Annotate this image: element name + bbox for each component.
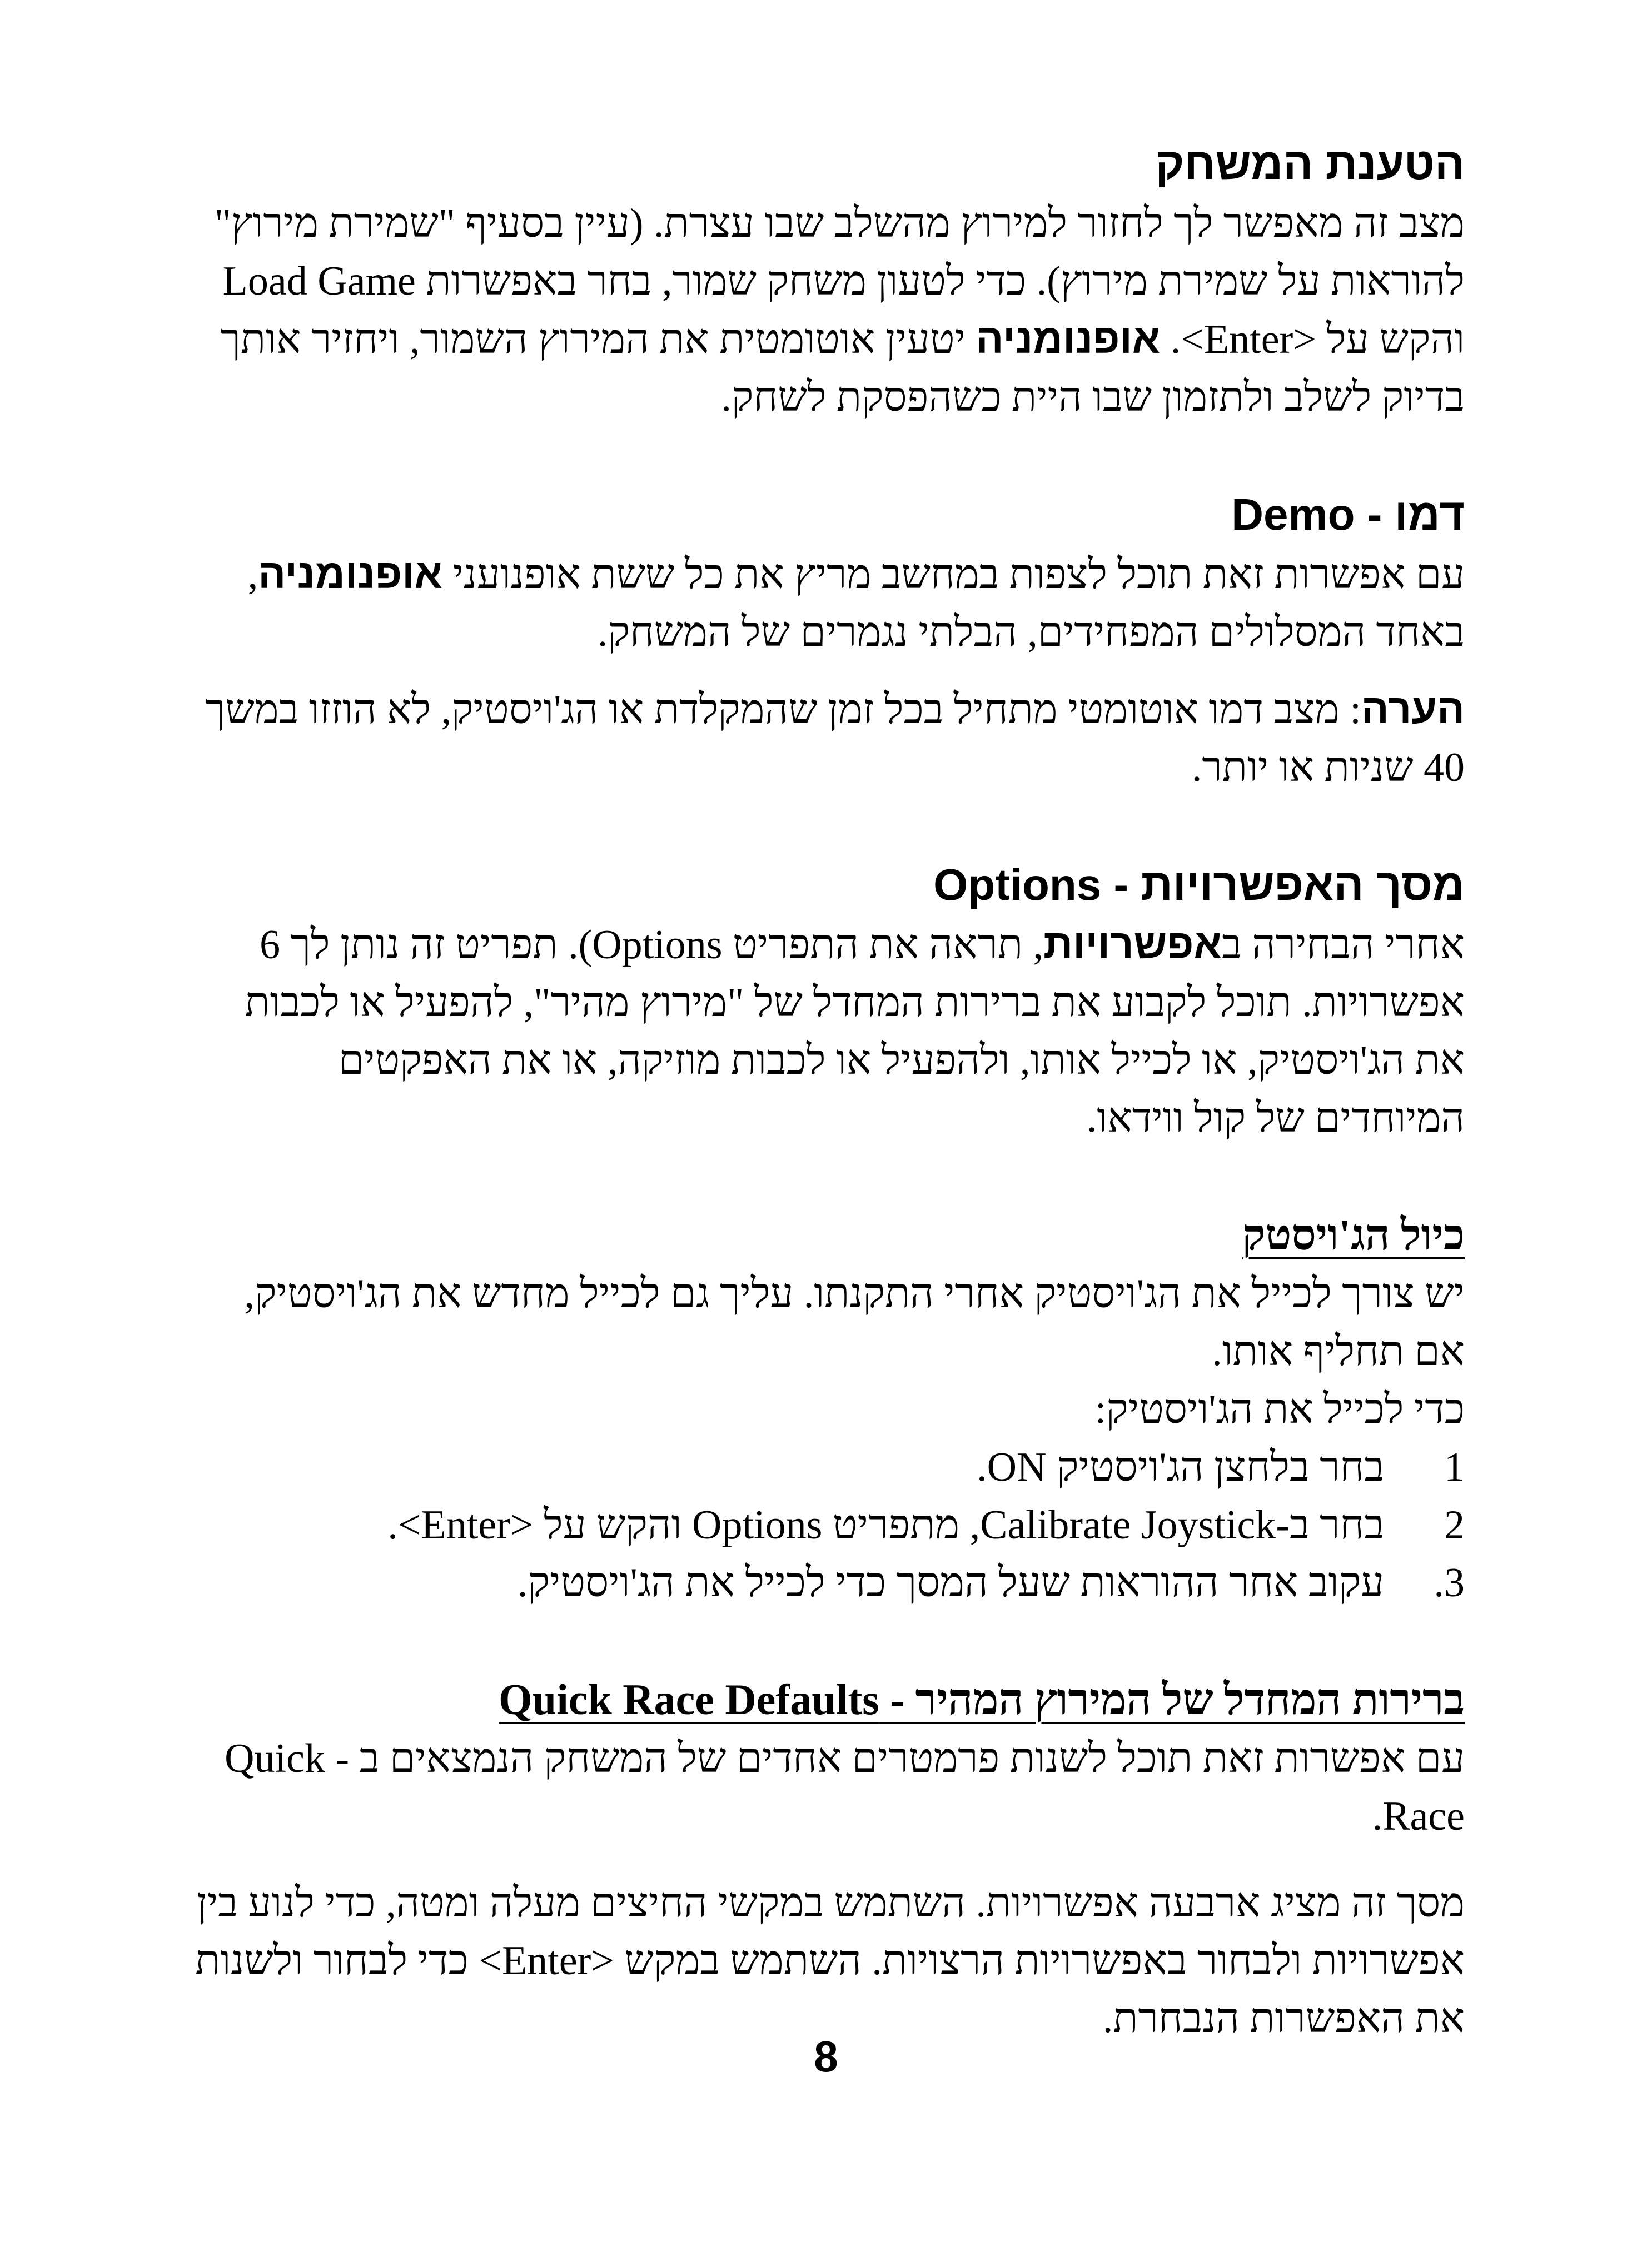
options-text-part-1: אחרי הבחירה ב	[1222, 922, 1465, 968]
demo-text-part-1: עם אפשרות זאת תוכל לצפות במחשב מריץ את כל ששת אופנועני	[442, 552, 1465, 597]
list-item	[192, 1438, 1465, 1496]
options-paragraph	[192, 915, 1465, 1147]
load-game-heading: הטענת המשחק	[1155, 139, 1465, 188]
step-number: 3.	[1434, 1560, 1465, 1606]
options-bold-word: אפשרויות	[1043, 921, 1222, 967]
options-text-part-2: , תראה את התפריט Options). תפריט זה נותן לך 6 אפשרויות. תוכל לקבוע את ברירות המחדל של "מירוץ מהיר", להפעיל או לכבות את הג'ויסטיק, או לכייל אותו, ולהפעיל או לכבות מוזיקה, או את האפקטים המיוחדים של קול ווידאו.	[245, 922, 1465, 1141]
note-text: : מצב דמו אוטומטי מתחיל בכל זמן שהמקלדת או הג'ויסטיק, לא הוזזו במשך 40 שניות או יותר.	[205, 687, 1465, 790]
demo-text-part-2: , באחד המסלולים המפחידים, הבלתי נגמרים של המשחק.	[247, 552, 1465, 655]
load-game-text-part-1: מצב זה מאפשר לך לחזור למירוץ מהשלב שבו עצרת. (עיין בסעיף "שמירת מירוץ" להוראות על שמירת מירוץ). כדי לטעון משחק שמור, בחר באפשרות Load Game והקש על <Enter>.	[214, 201, 1465, 362]
step-number: 2	[1444, 1502, 1465, 1548]
joystick-heading: כיול הג'ויסטק	[1242, 1211, 1465, 1259]
load-game-text-part-2: יטעין אוטומטית את המירוץ השמור, ויחזיר אותך בדיוק לשלב ולתזמון שבו היית כשהפסקת לשחק.	[220, 317, 1465, 420]
section-demo	[192, 484, 1465, 661]
step-text: בחר בלחצן הג'ויסטיק ON.	[977, 1445, 1384, 1490]
section-joystick-calibration	[192, 1205, 1465, 1612]
page-number: 8	[814, 2032, 838, 2081]
page-content	[192, 133, 1465, 2048]
step-text: עקוב אחר ההוראות שעל המסך כדי לכייל את הג'ויסטיק.	[517, 1560, 1384, 1606]
list-item	[192, 1496, 1465, 1554]
joystick-intro: כדי לכייל את הג'ויסטיק:	[1094, 1387, 1465, 1432]
section-options	[192, 854, 1465, 1147]
note-paragraph	[192, 680, 1465, 796]
step-text: בחר ב-Calibrate Joystick, מתפריט Options והקש על <Enter>.	[387, 1502, 1384, 1548]
joystick-paragraph: יש צורך לכייל את הג'ויסטיק אחרי התקנתו. עליך גם לכייל מחדש את הג'ויסטיק, אם תחליף אותו.	[244, 1271, 1465, 1375]
section-load-game	[192, 133, 1465, 426]
demo-paragraph	[192, 545, 1465, 661]
step-number: 1	[1444, 1445, 1465, 1490]
quick-race-paragraph-2: מסך זה מציג ארבעה אפשרויות. השתמש במקשי החיצים מעלה ומטה, כדי לנוע בין אפשרויות ולבחור באפשרויות הרצויות. השתמש במקש <Enter> כדי לבחור ולשנות את האפשרות הנבחרת.	[195, 1880, 1465, 2041]
section-quick-race-defaults	[192, 1670, 1465, 2048]
load-game-bold-name: אופנומניה	[976, 316, 1161, 362]
load-game-paragraph	[192, 195, 1465, 426]
quick-race-paragraph-1: עם אפשרות זאת תוכל לשנות פרמטרים אחדים של המשחק הנמצאים ב - Quick Race.	[225, 1736, 1465, 1839]
demo-heading: דמו - Demo	[1231, 490, 1465, 539]
demo-bold-name: אופנומניה	[258, 551, 442, 597]
joystick-steps-list	[192, 1438, 1465, 1612]
list-item	[192, 1554, 1465, 1612]
options-heading: מסך האפשרויות - Options	[933, 860, 1465, 909]
quick-race-heading: ברירות המחדל של המירוץ המהיר - Quick Race Defaults	[499, 1675, 1465, 1724]
section-note	[192, 680, 1465, 796]
note-label: הערה	[1361, 686, 1465, 732]
